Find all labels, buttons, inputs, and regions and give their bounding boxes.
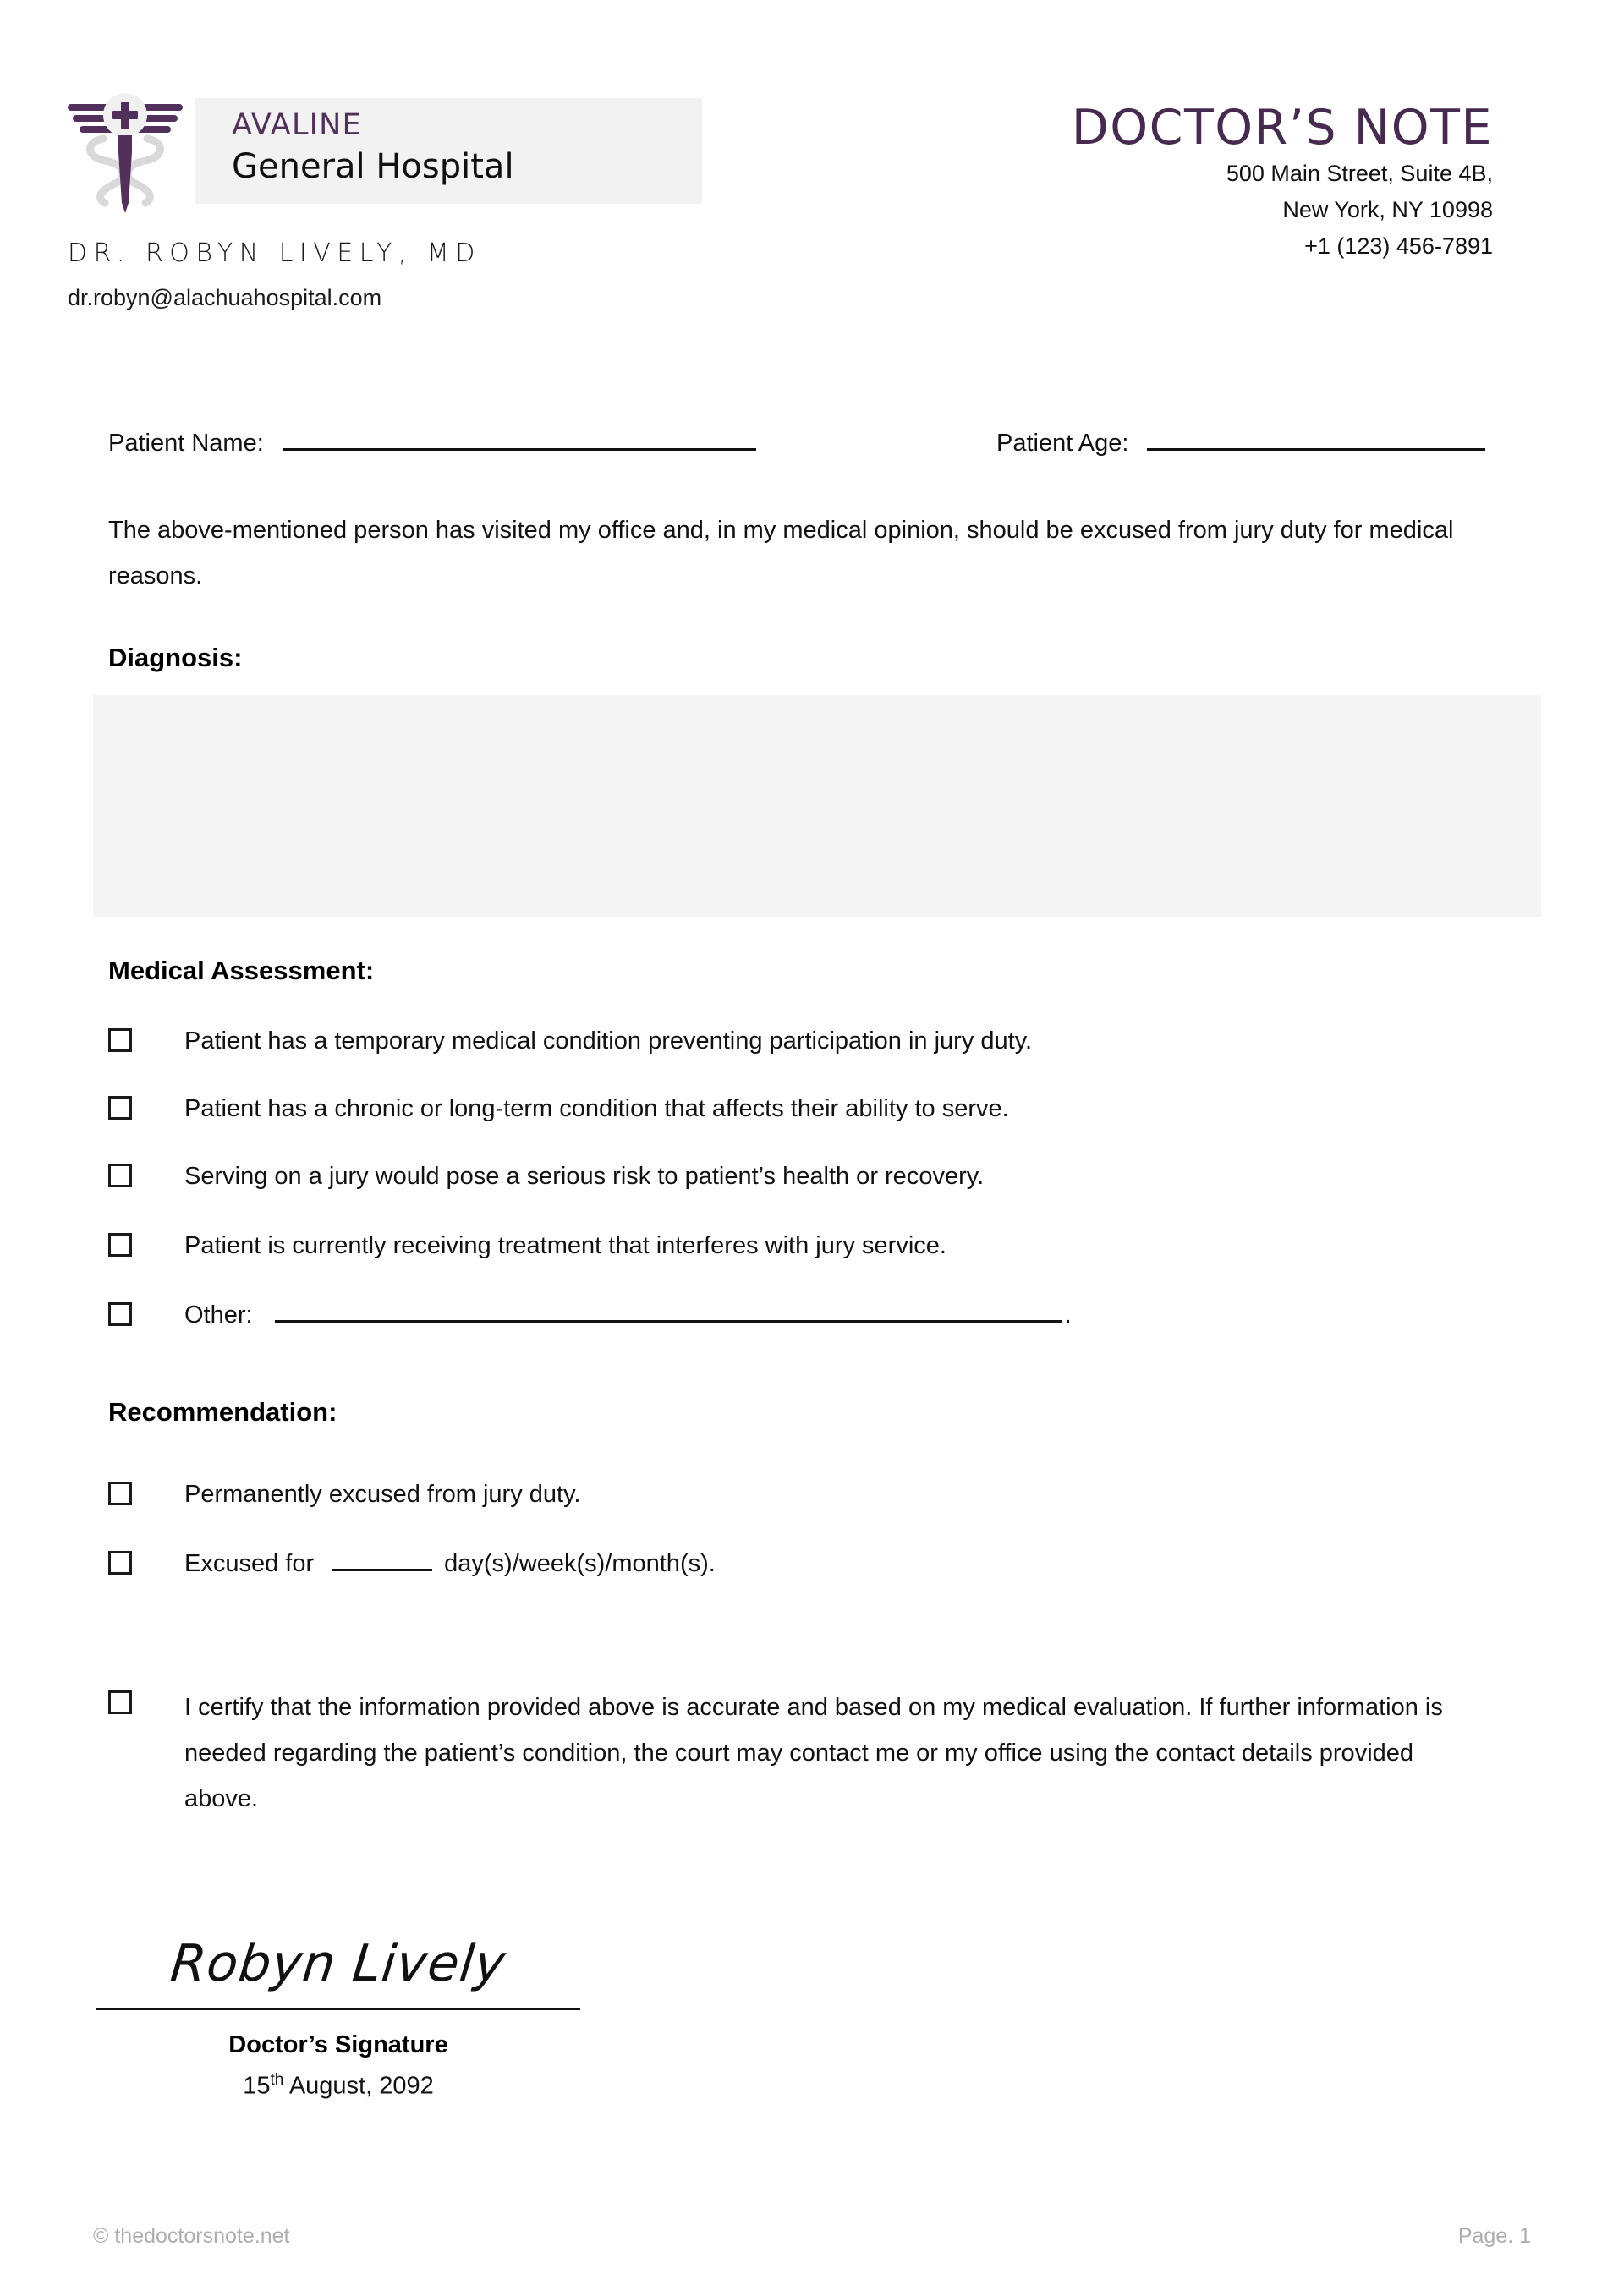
diagnosis-input[interactable] [93,695,1541,917]
header-right [850,100,1493,265]
checkbox-assessment-other[interactable] [108,1302,132,1326]
patient-age-input[interactable] [1147,423,1485,451]
signature-handwriting: Robyn Lively [167,1934,509,1993]
doctor-email: dr.robyn@alachuahospital.com [68,285,382,310]
medical-assessment-heading: Medical Assessment: [108,956,375,985]
excused-for-prefix: Excused for [184,1550,315,1577]
checkbox-recommendation-1[interactable] [108,1482,132,1505]
patient-age-field[interactable] [996,423,1485,458]
page-title: DOCTOR’S NOTE [1071,100,1493,156]
patient-name-field[interactable] [108,423,756,458]
footer-page-number: Page. 1 [1457,2224,1531,2248]
phone-number: +1 (123) 456-7891 [1304,233,1493,259]
caduceus-icon [66,86,184,213]
signature-date-ordinal: th [270,2071,284,2089]
signature-date [93,2063,584,2104]
document-header [0,0,1624,355]
certification-text: I certify that the information provided above is accurate and based on my medical evaluation. If further information is needed regarding the patient’s condition, the court may contact me or my office using the contact details provided above. [184,1694,1443,1812]
document-footer [93,2224,1531,2249]
recommendation-item-excused-for[interactable] [108,1545,1512,1582]
patient-fields-row [108,423,1546,474]
assessment-other-row [184,1296,1072,1334]
diagnosis-heading: Diagnosis: [108,643,243,672]
assessment-item-1[interactable] [108,1022,1512,1060]
excused-for-suffix: day(s)/week(s)/month(s). [444,1550,716,1577]
intro-paragraph: The above-mentioned person has visited my office and, in my medical opinion, should be excused from jury duty for medical reasons. [108,517,1454,589]
patient-name-label: Patient Name: [108,430,264,457]
excused-for-input[interactable] [332,1547,432,1571]
assessment-item-4[interactable] [108,1227,1512,1264]
logo-row [66,85,709,213]
hospital-name-box [195,98,702,204]
doctor-name: DR. ROBYN LIVELY, MD [68,238,481,268]
address-line-2: New York, NY 10998 [1282,197,1493,222]
patient-name-input[interactable] [283,423,756,451]
patient-age-label: Patient Age: [996,430,1129,457]
certification-row[interactable] [108,1685,1512,1822]
recommendation-item-1[interactable] [108,1476,1512,1513]
excused-for-row [184,1545,716,1582]
hospital-name-primary: AVALINE [232,108,362,142]
checkbox-recommendation-excused-for[interactable] [108,1551,132,1575]
assessment-item-2-label: Patient has a chronic or long-term condition that affects their ability to serve. [184,1095,1009,1122]
footer-copyright: © thedoctorsnote.net [93,2224,290,2248]
recommendation-item-1-label: Permanently excused from jury duty. [184,1481,581,1508]
checkbox-assessment-2[interactable] [108,1096,132,1120]
assessment-item-3-label: Serving on a jury would pose a serious risk to patient’s health or recovery. [184,1163,985,1190]
address-line-1: 500 Main Street, Suite 4B, [1226,161,1493,186]
checkbox-assessment-3[interactable] [108,1164,132,1187]
signature-date-day: 15 [243,2072,271,2100]
signature-rule [96,2008,580,2010]
signature-block [93,1920,584,2104]
assessment-item-3[interactable] [108,1158,1512,1195]
brand-block [66,85,709,330]
assessment-other-input[interactable] [275,1298,1062,1323]
assessment-other-label: Other: [184,1301,253,1329]
signature-date-rest: August, 2092 [283,2072,434,2100]
signature-caption: Doctor’s Signature [228,2031,448,2058]
assessment-item-1-label: Patient has a temporary medical condition preventing participation in jury duty. [184,1027,1033,1055]
checkbox-certification[interactable] [108,1690,132,1714]
assessment-item-4-label: Patient is currently receiving treatment that interferes with jury service. [184,1232,946,1259]
assessment-other-trailing: . [1064,1301,1072,1329]
hospital-name-secondary: General Hospital [232,147,514,186]
assessment-item-2[interactable] [108,1090,1512,1127]
recommendation-heading: Recommendation: [108,1397,337,1427]
checkbox-assessment-1[interactable] [108,1028,132,1052]
assessment-item-other[interactable] [108,1296,1512,1334]
checkbox-assessment-4[interactable] [108,1233,132,1257]
